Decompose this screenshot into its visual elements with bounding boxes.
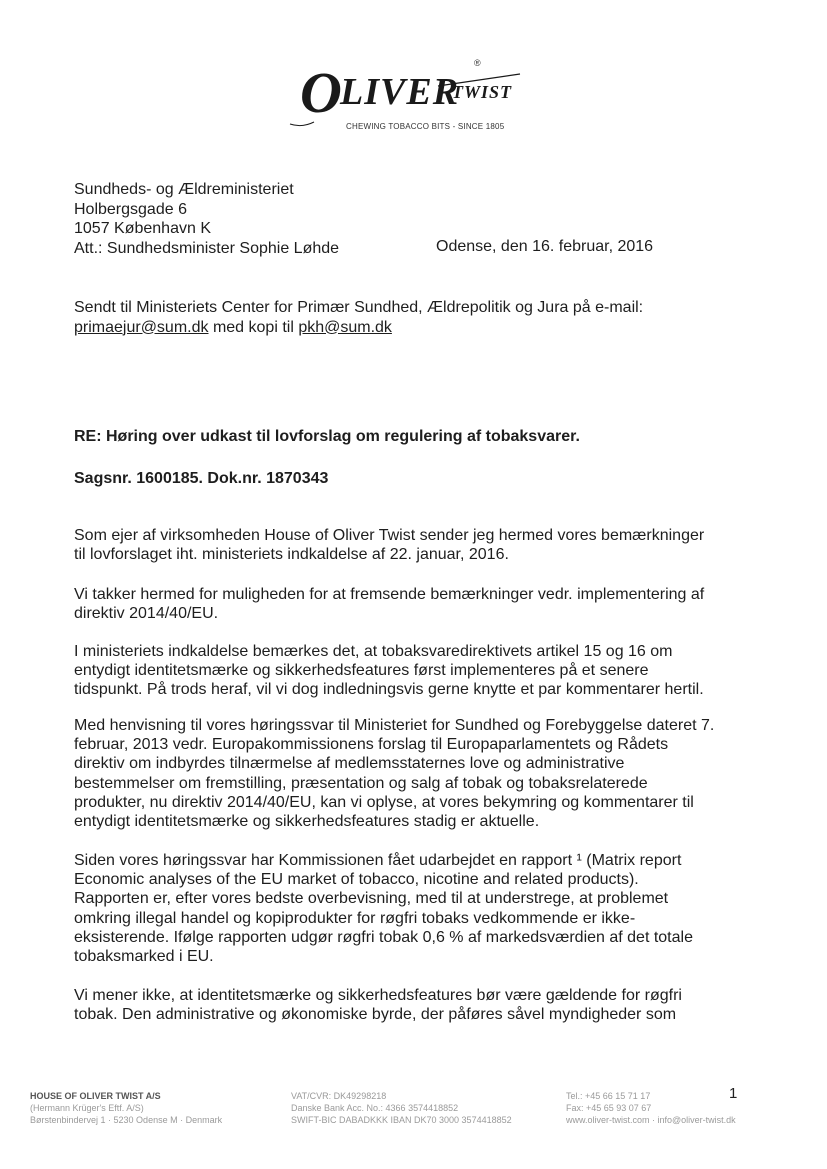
footer-company-name: HOUSE OF OLIVER TWIST A/S bbox=[30, 1091, 161, 1101]
recipient-line: 1057 København K bbox=[74, 220, 211, 237]
paragraph-line: til lovforslaget iht. ministeriets indkaldelse af 22. januar, 2016. bbox=[74, 546, 509, 564]
footer-bank bbox=[291, 1090, 512, 1127]
logo-tagline: CHEWING TOBACCO BITS - SINCE 1805 bbox=[346, 122, 505, 131]
case-number: Sagsnr. 1600185. Dok.nr. 1870343 bbox=[74, 470, 329, 487]
footer-phone: Tel.: +45 66 15 71 17 bbox=[566, 1091, 651, 1101]
body-paragraph bbox=[74, 716, 746, 831]
recipient-address bbox=[74, 180, 339, 258]
sent-to-middle: med kopi til bbox=[208, 318, 299, 336]
paragraph-line: Vi mener ikke, at identitetsmærke og sikkerhedsfeatures bør være gældende for røgfri bbox=[74, 987, 682, 1004]
logo-registered: ® bbox=[474, 58, 481, 68]
body-paragraph bbox=[74, 526, 746, 564]
paragraph-line: tidspunkt. På trods heraf, vil vi dog indledningsvis gerne knytte et par kommentarer hertil. bbox=[74, 681, 704, 699]
letter-date: Odense, den 16. februar, 2016 bbox=[436, 238, 654, 255]
paragraph-line: omkring illegal handel og kopiprodukter for røgfri tobaks vedkommende er ikke- bbox=[74, 909, 636, 927]
paragraph-line: bestemmelser om fremstilling, præsentation og salg af tobak og tobaksrelaterede bbox=[74, 774, 648, 792]
page-number: 1 bbox=[729, 1085, 738, 1102]
body-paragraph bbox=[74, 642, 746, 700]
footer-web-email[interactable]: www.oliver-twist.com · info@oliver-twist.dk bbox=[566, 1115, 736, 1126]
paragraph-line: Med henvisning til vores høringssvar til Ministeriet for Sundhed og Forebyggelse dateret 7. bbox=[74, 717, 715, 734]
paragraph-line: februar, 2013 vedr. Europakommissionens forslag til Europaparlamentets og Rådets bbox=[74, 736, 669, 754]
email-link-pkh[interactable]: pkh@sum.dk bbox=[298, 318, 392, 336]
paragraph-line: Rapporten er, efter vores bedste overbevisning, med til at understrege, at problemet bbox=[74, 890, 669, 908]
paragraph-line: direktiv om indbyrdes tilnærmelse af medlemsstaternes love og administrative bbox=[74, 755, 625, 773]
letter-subject: RE: Høring over udkast til lovforslag om regulering af tobaksvarer. bbox=[74, 428, 580, 445]
body-paragraph bbox=[74, 986, 746, 1024]
paragraph-line: entydigt identitetsmærke og sikkerhedsfeatures stadig er aktuelle. bbox=[74, 813, 540, 831]
paragraph-line: produkter, nu direktiv 2014/40/EU, kan vi oplyse, at vores bekymring og kommentarer til bbox=[74, 793, 694, 811]
recipient-line: Att.: Sundhedsminister Sophie Løhde bbox=[74, 239, 340, 257]
recipient-line: Holbergsgade 6 bbox=[74, 200, 187, 218]
footer-bank-account: Danske Bank Acc. No.: 4366 3574418852 bbox=[291, 1103, 459, 1114]
paragraph-line: Vi takker hermed for muligheden for at fremsende bemærkninger vedr. implementering af bbox=[74, 586, 705, 603]
recipient-line: Sundheds- og Ældreministeriet bbox=[74, 181, 294, 198]
body-paragraph bbox=[74, 851, 746, 966]
paragraph-line: eksisterende. Ifølge rapporten udgør røgfri tobak 0,6 % af markedsværdien af det totale bbox=[74, 928, 693, 946]
logo-twist-text: TWIST bbox=[452, 82, 513, 102]
footer-iban: SWIFT-BIC DABADKKK IBAN DK70 3000 3574418852 bbox=[291, 1115, 512, 1126]
logo-o-glyph: O bbox=[300, 60, 342, 125]
paragraph-line: tobak. Den administrative og økonomiske byrde, der påføres såvel myndigheder som bbox=[74, 1006, 677, 1024]
logo-liver-text: LIVER bbox=[340, 71, 460, 113]
body-paragraph bbox=[74, 585, 746, 623]
email-link-primaejur[interactable]: primaejur@sum.dk bbox=[74, 318, 209, 336]
paragraph-line: Som ejer af virksomheden House of Oliver Twist sender jeg hermed vores bemærkninger bbox=[74, 527, 705, 544]
footer-company bbox=[30, 1090, 222, 1127]
paragraph-line: I ministeriets indkaldelse bemærkes det, at tobaksvaredirektivets artikel 15 og 16 om bbox=[74, 643, 673, 660]
footer-contact bbox=[566, 1090, 736, 1127]
paragraph-line: tobaksmarked i EU. bbox=[74, 948, 214, 966]
paragraph-line: Economic analyses of the EU market of tobacco, nicotine and related products). bbox=[74, 871, 639, 889]
footer-vat: VAT/CVR: DK49298218 bbox=[291, 1091, 387, 1101]
footer-fax: Fax: +45 65 93 07 67 bbox=[566, 1103, 652, 1114]
sent-to-line: Sendt til Ministeriets Center for Primær Sundhed, Ældrepolitik og Jura på e-mail: bbox=[74, 299, 644, 316]
footer-company-line: (Hermann Krüger's Eftf. A/S) bbox=[30, 1103, 144, 1114]
paragraph-line: direktiv 2014/40/EU. bbox=[74, 605, 219, 623]
footer-company-address: Børstenbindervej 1 · 5230 Odense M · Denmark bbox=[30, 1115, 223, 1126]
sent-to-block bbox=[74, 298, 714, 337]
paragraph-line: Siden vores høringssvar har Kommissionen fået udarbejdet en rapport ¹ (Matrix report bbox=[74, 852, 682, 869]
paragraph-line: entydigt identitetsmærke og sikkerhedsfeatures først implementeres på et senere bbox=[74, 662, 649, 680]
